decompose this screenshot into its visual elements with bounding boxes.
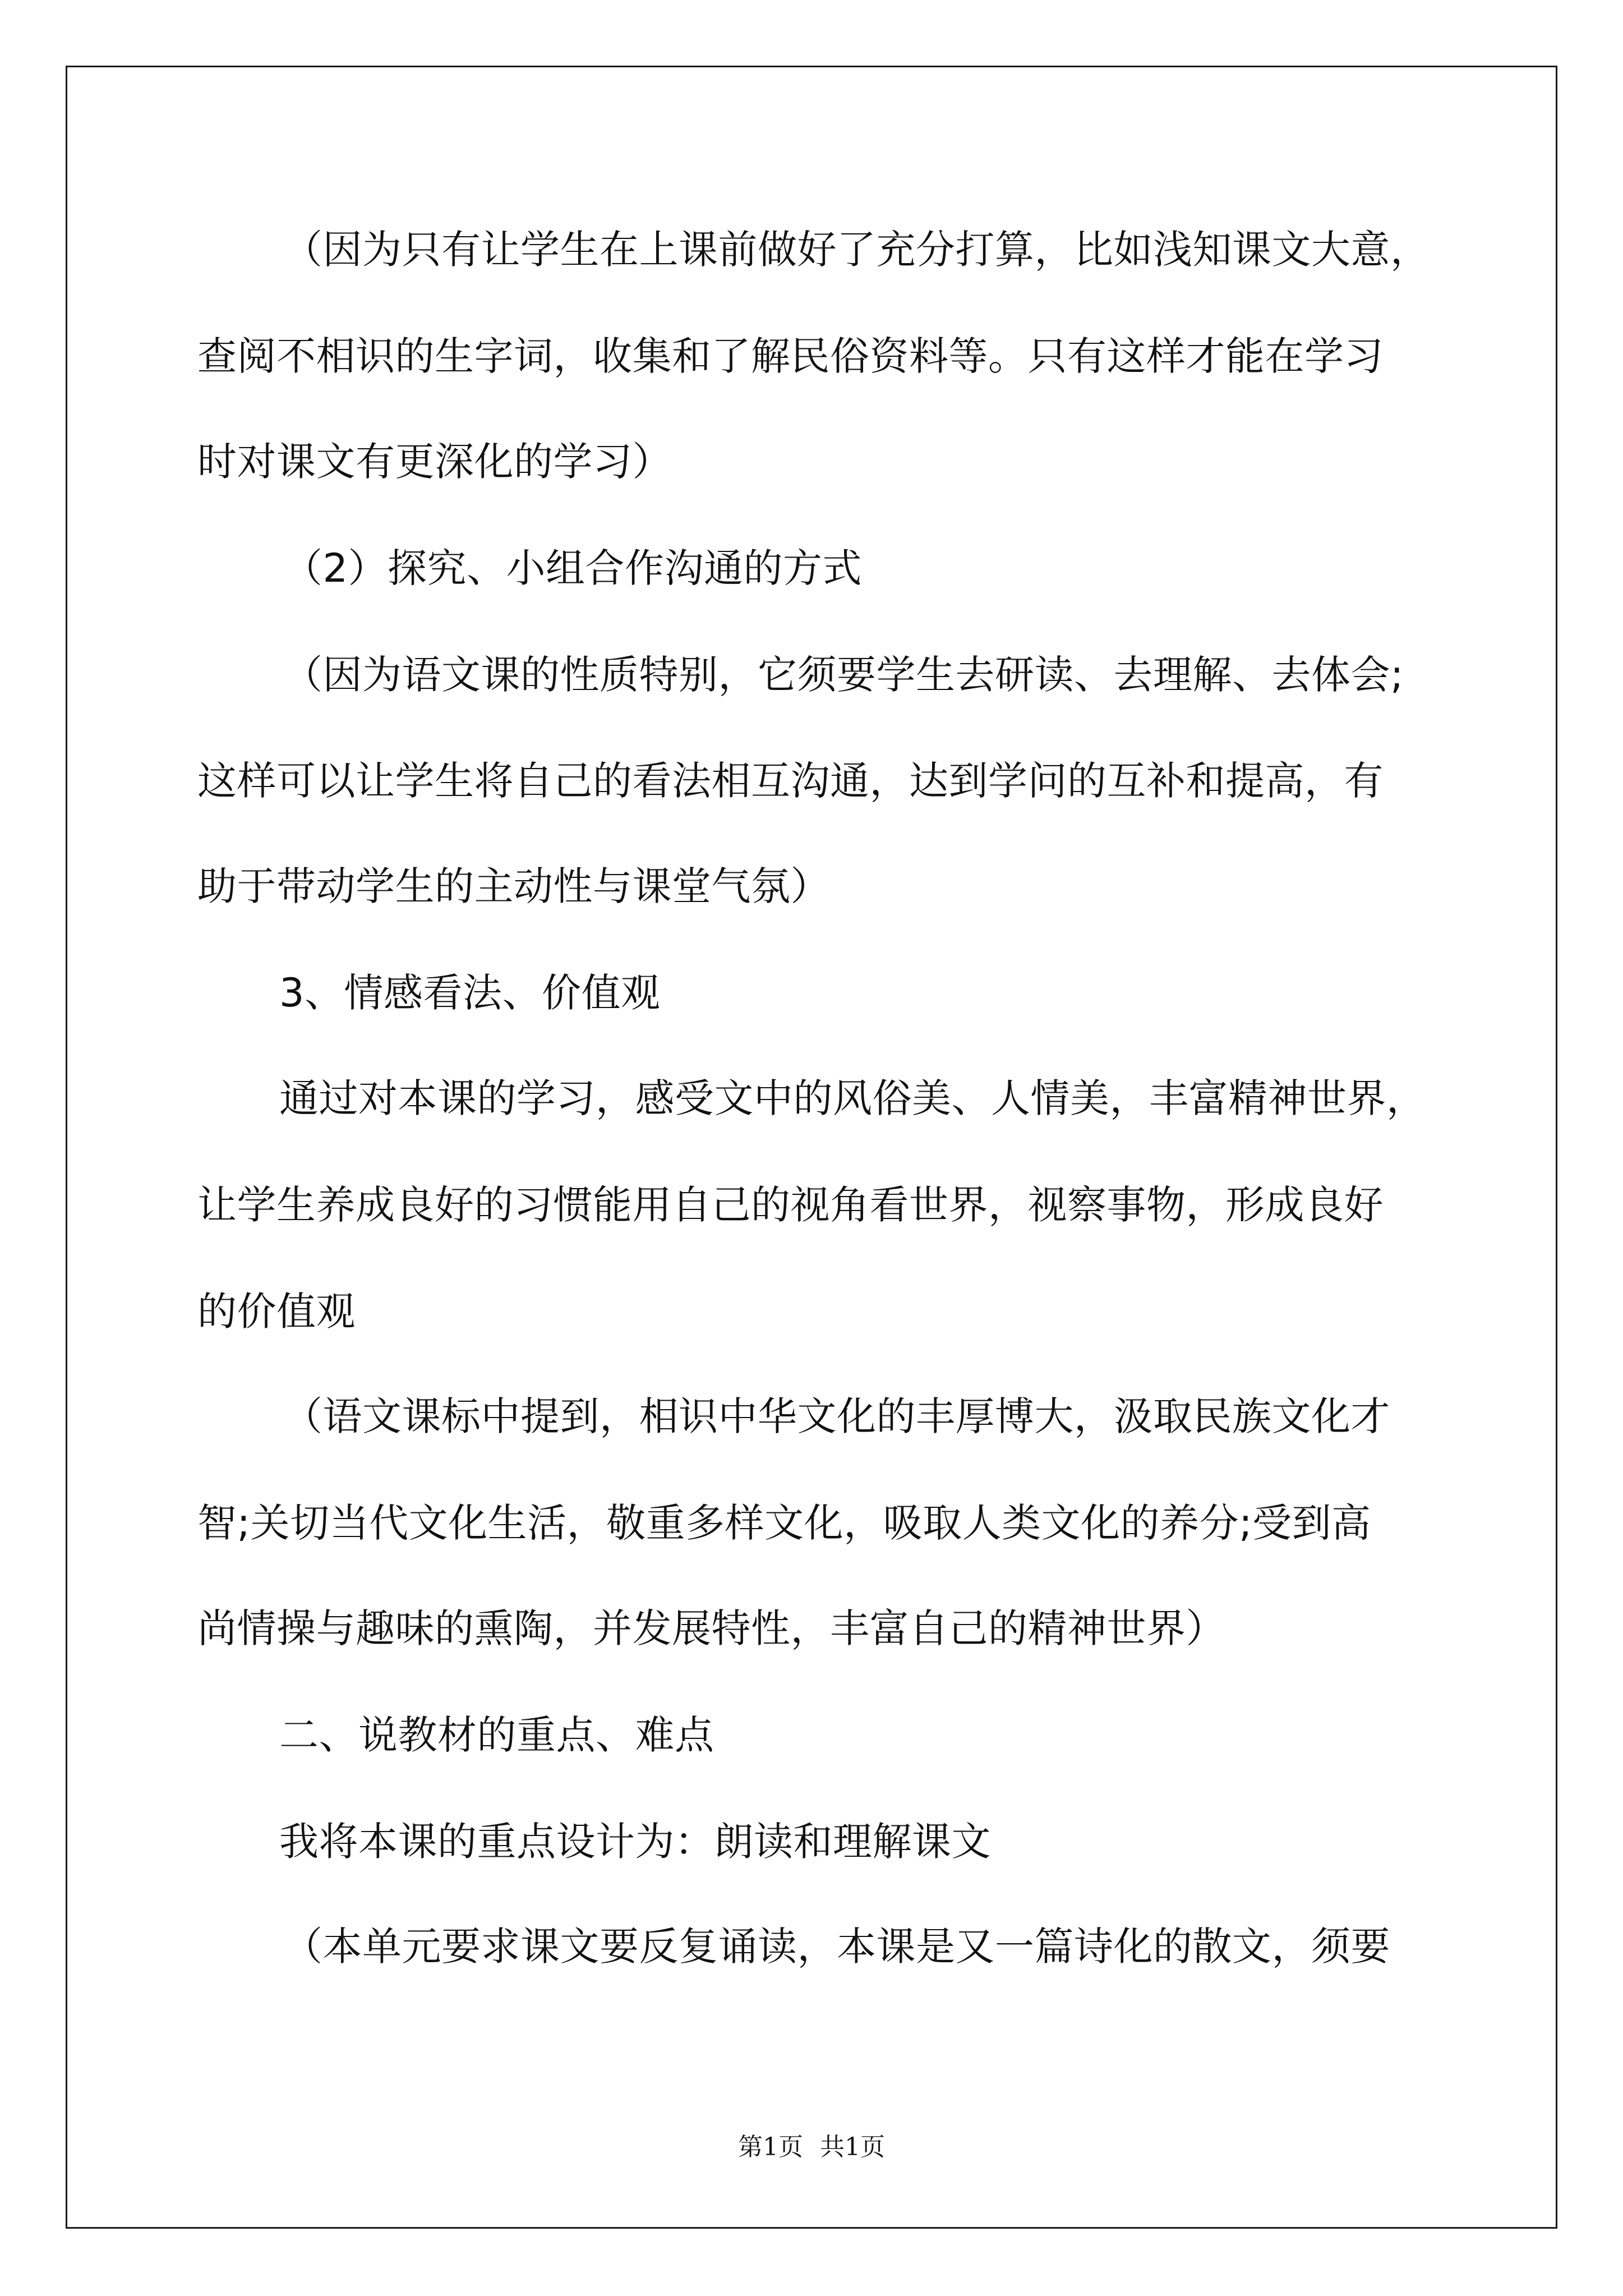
paragraph-line: （2）探究、小组合作沟通的方式 (283, 545, 863, 591)
paragraph-line: （因为语文课的性质特别，它须要学生去研读、去理解、去体会; (283, 652, 1404, 698)
page-total: 共1页 (820, 2133, 885, 2161)
paragraph-line: 尚情操与趣味的熏陶，并发展特性，丰富自己的精神世界） (197, 1605, 1225, 1651)
section-heading: 二、说教材的重点、难点 (279, 1712, 714, 1758)
page-number: 第1页 (738, 2133, 803, 2161)
paragraph-line: 的价值观 (197, 1289, 356, 1335)
paragraph-line: 智;关切当代文化生活，敬重多样文化，吸取人类文化的养分;受到高 (197, 1500, 1371, 1546)
paragraph-line: 我将本课的重点设计为：朗读和理解课文 (279, 1819, 991, 1865)
paragraph-line: 让学生养成良好的习惯能用自己的视角看世界，视察事物，形成良好 (197, 1182, 1384, 1228)
paragraph-line: 查阅不相识的生字词，收集和了解民俗资料等。只有这样才能在学习 (197, 333, 1384, 379)
paragraph-line: （本单元要求课文要反复诵读，本课是又一篇诗化的散文，须要 (283, 1924, 1390, 1970)
paragraph-line: （因为只有让学生在上课前做好了充分打算，比如浅知课文大意， (283, 227, 1430, 273)
paragraph-line: 时对课文有更深化的学习） (197, 439, 672, 485)
section-heading: 3、情感看法、价值观 (279, 970, 661, 1016)
paragraph-line: （语文课标中提到，相识中华文化的丰厚博大，汲取民族文化才 (283, 1393, 1390, 1439)
page-border (66, 66, 1557, 2229)
page-footer (0, 2131, 1623, 2164)
paragraph-line: 通过对本课的学习，感受文中的风俗美、人情美，丰富精神世界， (279, 1075, 1426, 1121)
paragraph-line: 助于带动学生的主动性与课堂气氛） (197, 863, 830, 909)
paragraph-line: 这样可以让学生将自己的看法相互沟通，达到学问的互补和提高，有 (197, 758, 1384, 804)
